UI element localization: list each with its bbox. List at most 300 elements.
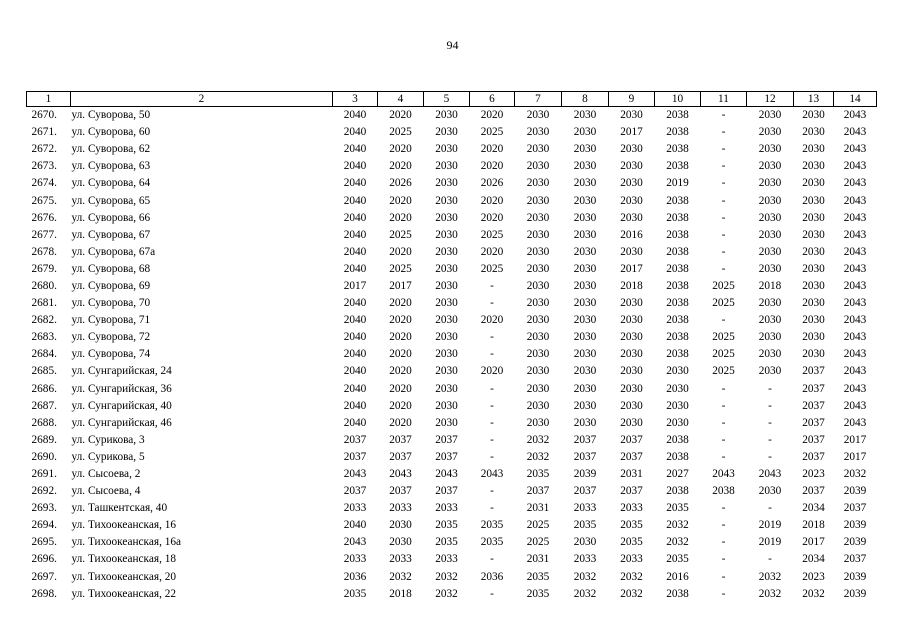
cell-col-14: 2043 [843, 382, 867, 395]
cell-col-7: 2025 [526, 519, 550, 532]
cell-col-11: - [721, 450, 726, 463]
cell-col-3: 2040 [343, 109, 367, 122]
cell-col-14: 2043 [843, 297, 867, 310]
cell-col-14: 2043 [843, 245, 867, 258]
cell-col-9: 2030 [620, 382, 643, 395]
cell-col-7: 2030 [526, 194, 550, 207]
cell-col-14: 2043 [843, 314, 867, 327]
cell-col-5: 2030 [435, 348, 458, 361]
cell-col-12: 2030 [758, 211, 782, 224]
cell-col-14: 2043 [843, 416, 867, 429]
cell-col-10: 2038 [666, 211, 689, 224]
cell-col-12: 2043 [758, 468, 782, 481]
cell-col-11: - [721, 416, 726, 429]
table-row [27, 158, 877, 175]
cell-col-14: 2043 [843, 143, 867, 156]
cell-col-8: 2030 [573, 382, 597, 395]
cell-col-7: 2030 [526, 297, 550, 310]
column-header-11: 11 [701, 92, 747, 107]
cell-col-14: 2043 [843, 211, 867, 224]
cell-address: ул. Суворова, 65 [71, 194, 151, 207]
cell-col-5: 2030 [435, 228, 458, 241]
cell-col-13: 2037 [802, 450, 825, 463]
cell-col-3: 2033 [343, 502, 367, 515]
cell-col-9: 2030 [620, 245, 643, 258]
cell-col-11: - [721, 502, 726, 515]
cell-col-11: - [721, 553, 726, 566]
cell-col-9: 2030 [620, 314, 643, 327]
cell-col-14: 2037 [843, 553, 867, 566]
cell-col-13: 2030 [802, 194, 825, 207]
cell-col-7: 2030 [526, 177, 550, 190]
cell-col-11: - [721, 109, 726, 122]
cell-col-14: 2037 [843, 502, 867, 515]
cell-col-9: 2033 [620, 502, 643, 515]
cell-col-13: 2034 [802, 553, 825, 566]
cell-col-8: 2030 [573, 331, 597, 344]
cell-col-9: 2035 [620, 536, 643, 549]
cell-col-3: 2040 [343, 228, 367, 241]
cell-row-number: 2680. [31, 279, 57, 292]
cell-col-12: 2030 [758, 348, 782, 361]
cell-col-8: 2030 [573, 262, 597, 275]
cell-col-8: 2030 [573, 160, 597, 173]
cell-col-12: 2030 [758, 194, 782, 207]
cell-col-3: 2040 [343, 314, 367, 327]
cell-col-14: 2039 [843, 570, 867, 583]
cell-col-10: 2030 [666, 365, 689, 378]
cell-col-10: 2030 [666, 416, 689, 429]
cell-col-10: 2038 [666, 297, 689, 310]
table-row [27, 227, 877, 244]
cell-col-11: 2025 [712, 279, 735, 292]
cell-col-3: 2037 [343, 485, 367, 498]
cell-col-3: 2043 [343, 536, 367, 549]
cell-col-4: 2026 [389, 177, 412, 190]
cell-col-7: 2030 [526, 143, 550, 156]
cell-col-14: 2039 [843, 587, 867, 600]
cell-col-9: 2030 [620, 348, 643, 361]
cell-col-13: 2030 [802, 348, 825, 361]
cell-row-number: 2681. [31, 297, 57, 310]
cell-col-11: - [721, 519, 726, 532]
cell-col-7: 2025 [526, 536, 550, 549]
cell-col-9: 2018 [620, 279, 643, 292]
cell-col-13: 2018 [802, 519, 825, 532]
table-header [27, 92, 877, 107]
cell-col-4: 2037 [389, 450, 412, 463]
cell-row-number: 2698. [31, 587, 57, 600]
cell-address: ул. Суворова, 72 [71, 331, 151, 344]
cell-col-6: 2020 [480, 109, 504, 122]
cell-address: ул. Сунгарийская, 46 [71, 416, 172, 429]
column-header-10: 10 [655, 92, 701, 107]
cell-col-5: 2030 [435, 416, 458, 429]
cell-col-7: 2030 [526, 109, 550, 122]
cell-col-8: 2030 [573, 245, 597, 258]
cell-col-3: 2040 [343, 126, 367, 139]
cell-col-14: 2039 [843, 536, 867, 549]
cell-col-4: 2020 [389, 365, 412, 378]
cell-col-6: 2026 [480, 177, 504, 190]
cell-row-number: 2670. [31, 109, 57, 122]
cell-col-7: 2030 [526, 262, 550, 275]
cell-col-7: 2030 [526, 245, 550, 258]
cell-col-4: 2037 [389, 485, 412, 498]
cell-col-12: 2019 [758, 536, 782, 549]
column-header-4: 4 [378, 92, 424, 107]
cell-col-3: 2036 [343, 570, 367, 583]
cell-col-7: 2032 [526, 433, 550, 446]
cell-col-8: 2030 [573, 536, 597, 549]
cell-col-14: 2043 [843, 279, 867, 292]
cell-col-3: 2040 [343, 365, 367, 378]
cell-col-13: 2030 [802, 228, 825, 241]
cell-row-number: 2684. [31, 348, 57, 361]
cell-row-number: 2686. [31, 382, 57, 395]
cell-col-6: 2020 [480, 143, 504, 156]
column-header-8: 8 [562, 92, 609, 107]
cell-row-number: 2673. [31, 160, 57, 173]
cell-col-8: 2032 [573, 587, 597, 600]
table-row [27, 569, 877, 586]
cell-col-7: 2030 [526, 279, 550, 292]
cell-col-3: 2040 [343, 348, 367, 361]
cell-col-6: 2020 [480, 314, 504, 327]
cell-row-number: 2682. [31, 314, 57, 327]
cell-row-number: 2689. [31, 433, 57, 446]
cell-col-9: 2030 [620, 211, 643, 224]
cell-col-10: 2038 [666, 160, 689, 173]
column-header-1: 1 [27, 92, 71, 107]
cell-col-8: 2030 [573, 109, 597, 122]
cell-col-13: 2030 [802, 245, 825, 258]
cell-col-4: 2020 [389, 348, 412, 361]
cell-col-4: 2018 [389, 587, 412, 600]
cell-col-12: 2030 [758, 485, 782, 498]
cell-col-6: 2036 [480, 570, 504, 583]
table-row [27, 295, 877, 312]
cell-col-12: 2030 [758, 109, 782, 122]
cell-col-11: - [721, 262, 726, 275]
cell-col-8: 2030 [573, 143, 597, 156]
cell-col-14: 2039 [843, 485, 867, 498]
table-row [27, 107, 877, 125]
cell-col-9: 2032 [620, 587, 643, 600]
cell-col-8: 2030 [573, 228, 597, 241]
cell-col-9: 2017 [620, 126, 643, 139]
cell-col-6: 2025 [480, 228, 504, 241]
cell-col-6: - [490, 399, 494, 412]
cell-col-5: 2030 [435, 126, 458, 139]
cell-col-13: 2032 [802, 587, 825, 600]
cell-col-6: 2020 [480, 245, 504, 258]
cell-col-8: 2033 [573, 553, 597, 566]
cell-col-9: 2033 [620, 553, 643, 566]
cell-col-8: 2030 [573, 126, 597, 139]
cell-col-6: - [490, 502, 494, 515]
cell-col-7: 2030 [526, 399, 550, 412]
cell-col-12: - [768, 399, 772, 412]
cell-col-9: 2037 [620, 433, 643, 446]
cell-col-5: 2030 [435, 211, 458, 224]
cell-row-number: 2695. [31, 536, 57, 549]
cell-col-14: 2017 [843, 450, 867, 463]
cell-col-3: 2040 [343, 194, 367, 207]
cell-col-11: 2025 [712, 297, 735, 310]
cell-col-11: - [721, 211, 726, 224]
cell-col-4: 2043 [389, 468, 412, 481]
cell-col-14: 2032 [843, 468, 867, 481]
cell-col-14: 2039 [843, 519, 867, 532]
cell-col-8: 2033 [573, 502, 597, 515]
cell-address: ул. Ташкентская, 40 [71, 502, 168, 515]
cell-row-number: 2697. [31, 570, 57, 583]
cell-col-4: 2032 [389, 570, 412, 583]
cell-col-8: 2030 [573, 297, 597, 310]
column-header-5: 5 [424, 92, 470, 107]
cell-address: ул. Суворова, 50 [71, 109, 151, 122]
cell-col-5: 2033 [435, 553, 458, 566]
cell-col-4: 2020 [389, 314, 412, 327]
cell-address: ул. Суворова, 62 [71, 143, 151, 156]
cell-col-6: - [490, 485, 494, 498]
cell-row-number: 2672. [31, 143, 57, 156]
cell-col-10: 2038 [666, 587, 689, 600]
cell-col-4: 2020 [389, 331, 412, 344]
cell-col-12: - [768, 502, 772, 515]
table-row [27, 586, 877, 603]
column-header-14: 14 [834, 92, 877, 107]
cell-col-14: 2043 [843, 160, 867, 173]
cell-col-9: 2030 [620, 143, 643, 156]
cell-col-7: 2030 [526, 416, 550, 429]
cell-col-9: 2032 [620, 570, 643, 583]
cell-col-6: - [490, 348, 494, 361]
cell-col-9: 2030 [620, 416, 643, 429]
cell-col-11: 2038 [712, 485, 735, 498]
cell-col-11: - [721, 177, 726, 190]
cell-col-5: 2030 [435, 365, 458, 378]
cell-col-13: 2030 [802, 314, 825, 327]
column-header-3: 3 [333, 92, 378, 107]
cell-address: ул. Суворова, 74 [71, 348, 151, 361]
cell-col-9: 2030 [620, 177, 643, 190]
cell-col-11: - [721, 382, 726, 395]
cell-address: ул. Сысоева, 2 [71, 468, 141, 481]
cell-col-10: 2038 [666, 262, 689, 275]
cell-col-12: 2030 [758, 262, 782, 275]
cell-col-10: 2019 [666, 177, 689, 190]
cell-col-3: 2037 [343, 433, 367, 446]
cell-col-8: 2030 [573, 365, 597, 378]
cell-col-7: 2030 [526, 331, 550, 344]
cell-col-6: 2020 [480, 365, 504, 378]
cell-col-4: 2020 [389, 382, 412, 395]
cell-col-5: 2035 [435, 519, 458, 532]
cell-address: ул. Суворова, 60 [71, 126, 151, 139]
cell-col-8: 2037 [573, 485, 597, 498]
cell-col-13: 2037 [802, 485, 825, 498]
cell-col-6: - [490, 279, 494, 292]
cell-col-13: 2030 [802, 279, 825, 292]
cell-col-10: 2032 [666, 536, 689, 549]
cell-col-5: 2030 [435, 194, 458, 207]
cell-col-7: 2030 [526, 126, 550, 139]
cell-col-6: 2020 [480, 211, 504, 224]
cell-col-6: - [490, 450, 494, 463]
cell-col-3: 2043 [343, 468, 367, 481]
cell-col-11: - [721, 399, 726, 412]
cell-col-7: 2030 [526, 211, 550, 224]
cell-col-5: 2035 [435, 536, 458, 549]
cell-row-number: 2678. [31, 245, 57, 258]
cell-col-5: 2037 [435, 450, 458, 463]
table-row [27, 346, 877, 363]
cell-col-8: 2039 [573, 468, 597, 481]
cell-col-12: 2030 [758, 228, 782, 241]
cell-row-number: 2688. [31, 416, 57, 429]
cell-col-4: 2033 [389, 553, 412, 566]
cell-col-11: 2025 [712, 365, 735, 378]
cell-col-4: 2033 [389, 502, 412, 515]
cell-col-4: 2020 [389, 399, 412, 412]
cell-col-13: 2037 [802, 416, 825, 429]
cell-row-number: 2692. [31, 485, 57, 498]
cell-col-7: 2031 [526, 553, 550, 566]
cell-col-8: 2030 [573, 177, 597, 190]
cell-address: ул. Сунгарийская, 40 [71, 399, 172, 412]
cell-col-13: 2023 [802, 570, 825, 583]
cell-col-13: 2037 [802, 399, 825, 412]
cell-col-4: 2030 [389, 519, 412, 532]
cell-col-5: 2030 [435, 109, 458, 122]
cell-col-3: 2040 [343, 331, 367, 344]
cell-col-12: 2030 [758, 314, 782, 327]
cell-col-13: 2030 [802, 160, 825, 173]
header-row [27, 92, 877, 107]
cell-col-5: 2030 [435, 262, 458, 275]
cell-col-12: - [768, 416, 772, 429]
cell-col-5: 2030 [435, 331, 458, 344]
cell-col-12: 2032 [758, 587, 782, 600]
cell-col-3: 2040 [343, 297, 367, 310]
cell-address: ул. Сунгарийская, 36 [71, 382, 172, 395]
cell-col-10: 2035 [666, 553, 689, 566]
cell-col-10: 2038 [666, 143, 689, 156]
cell-row-number: 2679. [31, 262, 57, 275]
cell-col-10: 2038 [666, 228, 689, 241]
table-row [27, 432, 877, 449]
cell-col-13: 2037 [802, 433, 825, 446]
cell-col-11: - [721, 570, 726, 583]
cell-col-9: 2030 [620, 160, 643, 173]
column-header-7: 7 [515, 92, 562, 107]
cell-col-8: 2030 [573, 194, 597, 207]
cell-address: ул. Тихоокеанская, 16а [71, 536, 182, 549]
cell-col-11: 2025 [712, 331, 735, 344]
cell-col-13: 2030 [802, 143, 825, 156]
cell-row-number: 2683. [31, 331, 57, 344]
cell-col-5: 2032 [435, 570, 458, 583]
cell-col-10: 2038 [666, 485, 689, 498]
cell-col-3: 2040 [343, 211, 367, 224]
cell-col-9: 2030 [620, 399, 643, 412]
cell-col-14: 2043 [843, 262, 867, 275]
table-row [27, 244, 877, 261]
cell-col-8: 2030 [573, 314, 597, 327]
cell-col-10: 2035 [666, 502, 689, 515]
cell-col-7: 2030 [526, 365, 550, 378]
column-header-9: 9 [609, 92, 655, 107]
table-row [27, 398, 877, 415]
cell-col-5: 2043 [435, 468, 458, 481]
cell-col-9: 2030 [620, 109, 643, 122]
cell-col-11: - [721, 245, 726, 258]
cell-col-13: 2030 [802, 211, 825, 224]
cell-row-number: 2676. [31, 211, 57, 224]
cell-col-6: 2025 [480, 262, 504, 275]
cell-col-14: 2043 [843, 228, 867, 241]
cell-col-3: 2040 [343, 399, 367, 412]
cell-col-5: 2030 [435, 297, 458, 310]
cell-col-14: 2043 [843, 399, 867, 412]
cell-col-3: 2040 [343, 177, 367, 190]
cell-col-7: 2032 [526, 450, 550, 463]
cell-col-4: 2025 [389, 228, 412, 241]
column-header-6: 6 [470, 92, 515, 107]
cell-col-10: 2038 [666, 314, 689, 327]
cell-col-12: 2030 [758, 365, 782, 378]
cell-col-10: 2038 [666, 245, 689, 258]
cell-col-10: 2038 [666, 348, 689, 361]
table-row [27, 551, 877, 568]
cell-col-11: - [721, 160, 726, 173]
cell-col-5: 2037 [435, 485, 458, 498]
cell-col-7: 2035 [526, 587, 550, 600]
cell-col-8: 2030 [573, 211, 597, 224]
cell-col-5: 2030 [435, 399, 458, 412]
cell-address: ул. Суворова, 67а [71, 245, 156, 258]
table-row [27, 175, 877, 192]
table-row [27, 329, 877, 346]
cell-col-11: - [721, 143, 726, 156]
cell-col-6: - [490, 587, 494, 600]
cell-col-8: 2030 [573, 279, 597, 292]
cell-col-4: 2020 [389, 194, 412, 207]
cell-col-4: 2020 [389, 297, 412, 310]
cell-col-13: 2030 [802, 331, 825, 344]
cell-address: ул. Суворова, 63 [71, 160, 151, 173]
cell-col-6: - [490, 382, 494, 395]
cell-address: ул. Суворова, 66 [71, 211, 151, 224]
cell-address: ул. Сунгарийская, 24 [71, 365, 172, 378]
cell-col-13: 2030 [802, 262, 825, 275]
cell-col-12: 2030 [758, 143, 782, 156]
cell-row-number: 2687. [31, 399, 57, 412]
cell-col-9: 2037 [620, 450, 643, 463]
cell-col-5: 2033 [435, 502, 458, 515]
cell-col-12: - [768, 553, 772, 566]
cell-col-10: 2027 [666, 468, 689, 481]
column-header-13: 13 [794, 92, 834, 107]
cell-col-10: 2038 [666, 433, 689, 446]
cell-col-7: 2030 [526, 314, 550, 327]
cell-row-number: 2691. [31, 468, 57, 481]
cell-col-12: 2030 [758, 331, 782, 344]
cell-col-10: 2016 [666, 570, 689, 583]
cell-col-5: 2030 [435, 245, 458, 258]
